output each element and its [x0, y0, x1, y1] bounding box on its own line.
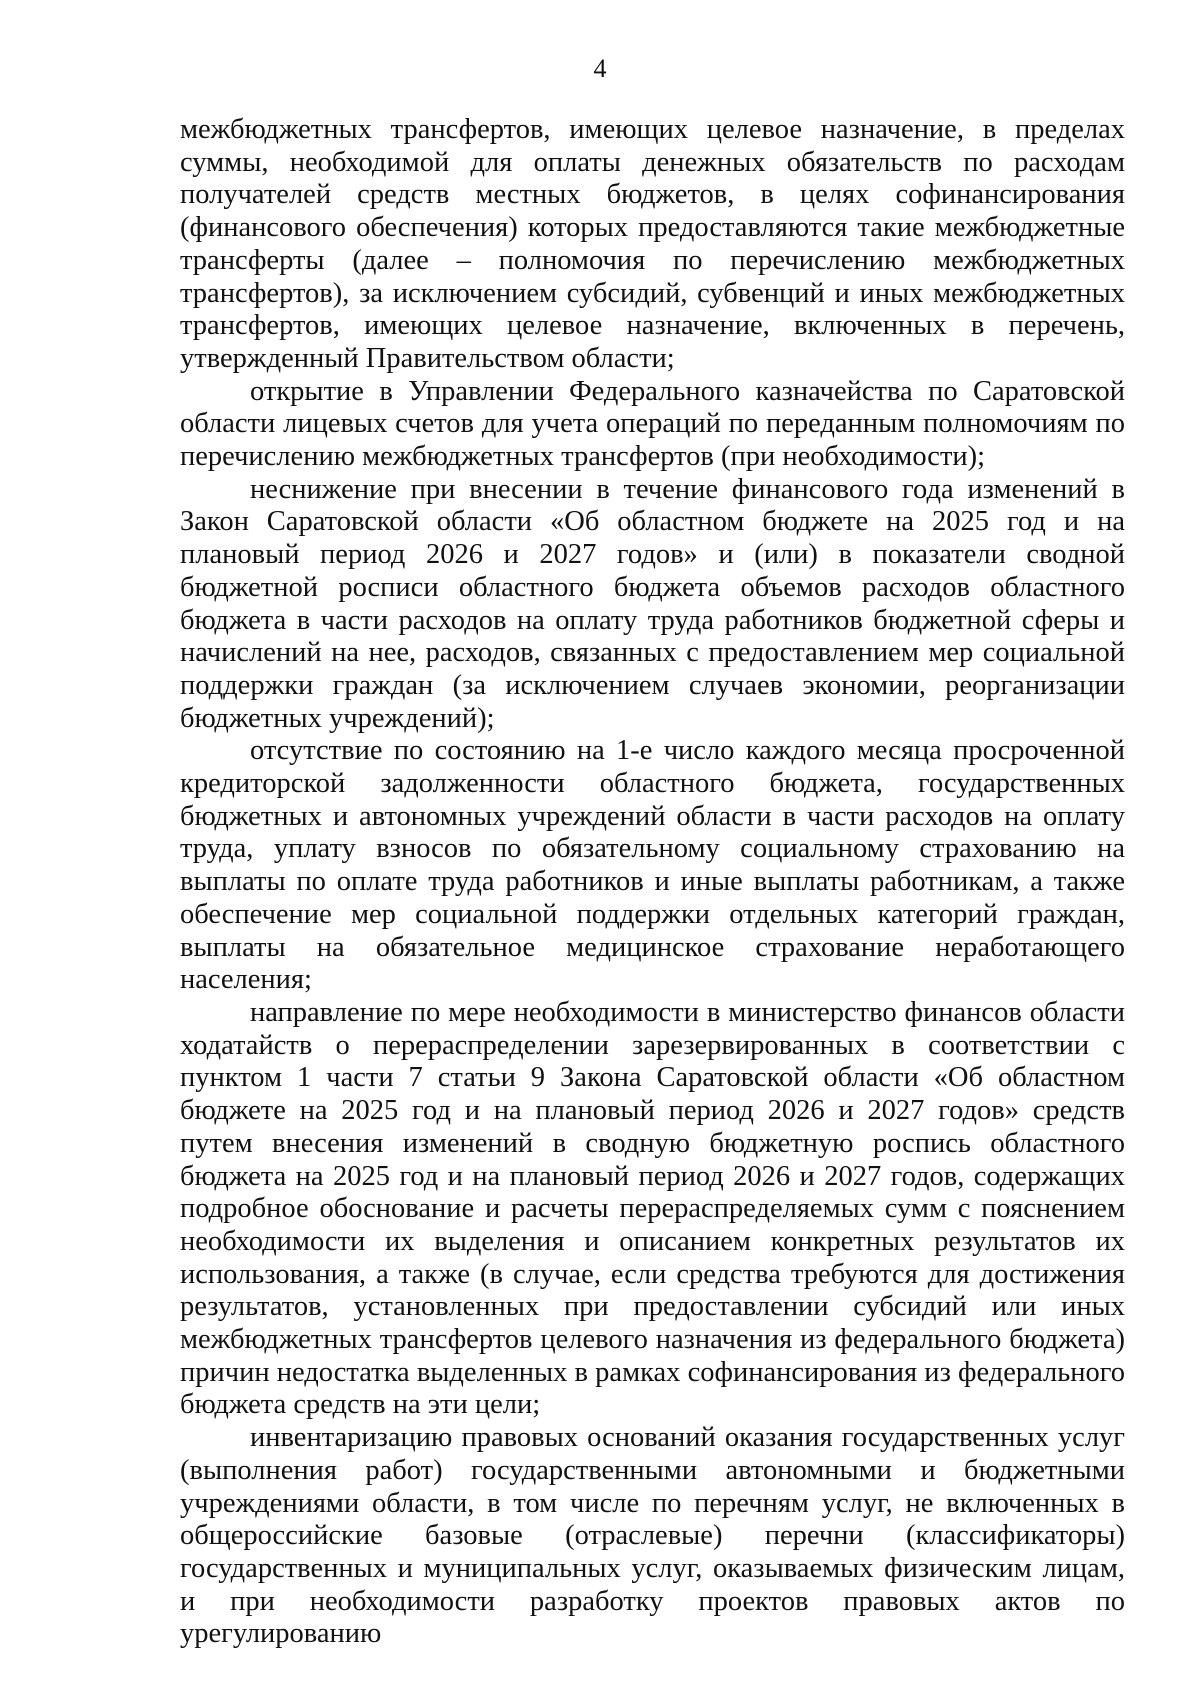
page-number: 4	[593, 54, 607, 83]
document-body	[180, 114, 1125, 1651]
paragraph-inventory-of-legal-grounds: инвентаризацию правовых оснований оказания государственных услуг (выполнения работ) государственными автономными и бюджетными учреждениями области, в том числе по перечням услуг, не включенных в общероссийские базовые (отраслевые) перечни (классификаторы) государственных и муниципальных услуг, оказываемых физическим лицам, и при необходимости разработку проектов правовых актов по урегулированию	[180, 1422, 1125, 1650]
paragraph-non-reduction-of-expenses: неснижение при внесении в течение финансового года изменений в Закон Саратовской области «Об областном бюджете на 2025 год и на плановый период 2026 и 2027 годов» и (или) в показатели сводной бюджетной росписи областного бюджета объемов расходов областного бюджета в части расходов на оплату труда работников бюджетной сферы и начислений на нее, расходов, связанных с предоставлением мер социальной поддержки граждан (за исключением случаев экономии, реорганизации бюджетных учреждений);	[180, 473, 1125, 734]
paragraph-redistribution-requests: направление по мере необходимости в министерство финансов области ходатайств о перераспределении зарезервированных в соответствии с пунктом 1 части 7 статьи 9 Закона Саратовской области «Об областном бюджете на 2025 год и на плановый период 2026 и 2027 годов» средств путем внесения изменений в сводную бюджетную роспись областного бюджета на 2025 год и на плановый период 2026 и 2027 годов, содержащих подробное обоснование и расчеты перераспределяемых сумм с пояснением необходимости их выделения и описанием конкретных результатов их использования, а также (в случае, если средства требуются для достижения результатов, установленных при предоставлении субсидий или иных межбюджетных трансфертов целевого назначения из федерального бюджета) причин недостатка выделенных в рамках софинансирования из федерального бюджета средств на эти цели;	[180, 996, 1125, 1421]
paragraph-treasury-accounts: открытие в Управлении Федерального казначейства по Саратовской области лицевых счетов для учета операций по переданным полномочиям по перечислению межбюджетных трансфертов (при необходимости);	[180, 375, 1125, 473]
paragraph-no-overdue-debt: отсутствие по состоянию на 1-е число каждого месяца просроченной кредиторской задолженности областного бюджета, государственных бюджетных и автономных учреждений области в части расходов на оплату труда, уплату взносов по обязательному социальному страхованию на выплаты по оплате труда работников и иные выплаты работникам, а также обеспечение мер социальной поддержки отдельных категорий граждан, выплаты на обязательное медицинское страхование неработающего населения;	[180, 735, 1125, 996]
paragraph-interbudget-transfers-continuation: межбюджетных трансфертов, имеющих целевое назначение, в пределах суммы, необходимой для оплаты денежных обязательств по расходам получателей средств местных бюджетов, в целях софинансирования (финансового обеспечения) которых предоставляются такие межбюджетные трансферты (далее – полномочия по перечислению межбюджетных трансфертов), за исключением субсидий, субвенций и иных межбюджетных трансфертов, имеющих целевое назначение, включенных в перечень, утвержденный Правительством области;	[180, 114, 1125, 374]
